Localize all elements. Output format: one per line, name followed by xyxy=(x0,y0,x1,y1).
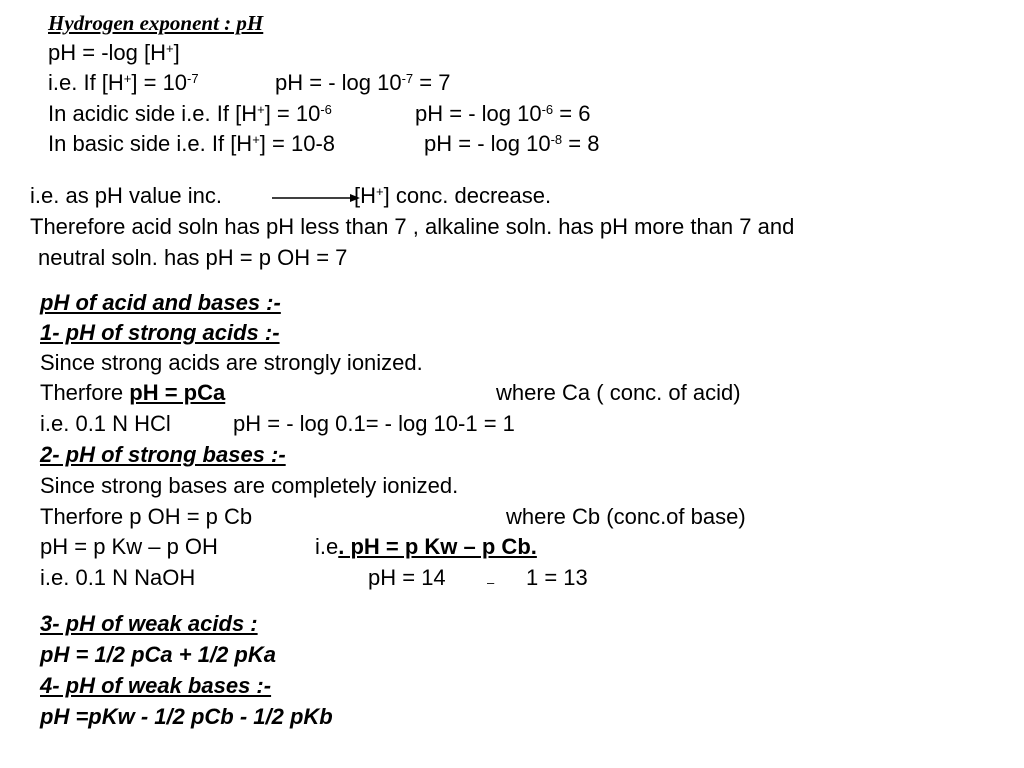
strong-acids-line-2-a: Therfore xyxy=(40,380,130,405)
def-line-1-sup: + xyxy=(166,41,174,56)
strong-bases-line-4 xyxy=(40,565,620,591)
strong-acids-formula: pH = pCa xyxy=(129,380,226,405)
def-line-1-b: ] xyxy=(173,40,180,65)
relation-line-3: neutral soln. has pH = p OH = 7 xyxy=(38,245,348,270)
acids-bases-heading: pH of acid and bases :- xyxy=(40,290,281,315)
def-line-4-b: ] = 10-8 xyxy=(259,131,336,156)
strong-acids-line-3-a: i.e. 0.1 N HCl xyxy=(40,411,171,436)
def-line-2 xyxy=(48,70,648,96)
page-title: Hydrogen exponent : pH xyxy=(48,11,264,35)
weak-acids-formula: pH = 1/2 pCa + 1/2 pKa xyxy=(40,642,276,667)
relation-line-1-a: i.e. as pH value inc. xyxy=(30,183,222,208)
strong-acids-line-2-c: where Ca ( conc. of acid) xyxy=(496,380,741,405)
def-line-1-a: pH = -log [H xyxy=(48,40,166,65)
def-line-4-sup1: + xyxy=(252,132,260,147)
def-line-4-sup3: -8 xyxy=(550,132,563,147)
def-line-3-a: In acidic side i.e. If [H xyxy=(48,101,258,126)
strong-bases-line-2 xyxy=(40,504,800,530)
def-line-2-c: pH = - log 10 xyxy=(275,70,402,95)
def-line-2-d: = 7 xyxy=(413,70,451,95)
strong-acids-line-3 xyxy=(40,411,600,437)
def-line-2-b: ] = 10 xyxy=(131,70,188,95)
strong-bases-line-3-a: pH = p Kw – p OH xyxy=(40,534,218,559)
relation-line-1 xyxy=(30,183,630,209)
def-line-3 xyxy=(48,101,668,127)
strong-acids-line-3-b: pH = - log 0.1= - log 10-1 = 1 xyxy=(233,411,515,436)
relation-line-1-b: [H xyxy=(354,183,376,208)
def-line-3-d: = 6 xyxy=(553,101,591,126)
strong-acids-line-2 xyxy=(40,380,800,406)
def-line-4-c: pH = - log 10 xyxy=(424,131,551,156)
def-line-4-d: = 8 xyxy=(562,131,600,156)
right-arrow-icon xyxy=(270,185,362,207)
strong-bases-heading: 2- pH of strong bases :- xyxy=(40,442,286,467)
def-line-4 xyxy=(48,131,668,157)
strong-bases-line-4-d: 1 = 13 xyxy=(526,565,588,590)
weak-bases-formula: pH =pKw - 1/2 pCb - 1/2 pKb xyxy=(40,704,333,729)
def-line-2-a: i.e. If [H xyxy=(48,70,124,95)
relation-line-1-sup: + xyxy=(376,184,384,199)
def-line-3-sup3: -6 xyxy=(541,102,554,117)
def-line-3-sup2: -6 xyxy=(320,102,332,117)
strong-bases-line-1: Since strong bases are completely ionized. xyxy=(40,473,459,498)
strong-bases-line-2-a: Therfore p OH = p Cb xyxy=(40,504,253,529)
def-line-2-sup3: -7 xyxy=(401,71,414,86)
def-line-3-b: ] = 10 xyxy=(264,101,321,126)
relation-line-2: Therefore acid soln has pH less than 7 , alkaline soln. has pH more than 7 and xyxy=(30,214,795,239)
strong-bases-line-4-b: pH = 14 xyxy=(368,565,446,590)
strong-bases-formula: . pH = p Kw – p Cb. xyxy=(338,534,537,559)
strong-bases-line-2-b: where Cb (conc.of base) xyxy=(506,504,746,529)
def-line-3-c: pH = - log 10 xyxy=(415,101,542,126)
def-line-4-a: In basic side i.e. If [H xyxy=(48,131,253,156)
strong-bases-line-4-a: i.e. 0.1 N NaOH xyxy=(40,565,196,590)
def-line-3-sup1: + xyxy=(257,102,265,117)
def-line-2-sup2: -7 xyxy=(187,71,199,86)
strong-acids-line-1: Since strong acids are strongly ionized. xyxy=(40,350,423,375)
weak-acids-heading: 3- pH of weak acids : xyxy=(40,611,258,636)
strong-bases-line-3 xyxy=(40,534,600,560)
strong-acids-heading: 1- pH of strong acids :- xyxy=(40,320,280,345)
minus-sign: – xyxy=(487,575,495,590)
strong-bases-line-3-b: i.e xyxy=(315,534,339,559)
weak-bases-heading: 4- pH of weak bases :- xyxy=(40,673,272,698)
def-line-1 xyxy=(48,40,180,66)
def-line-2-sup1: + xyxy=(123,71,132,86)
relation-line-1-c: ] conc. decrease. xyxy=(383,183,552,208)
